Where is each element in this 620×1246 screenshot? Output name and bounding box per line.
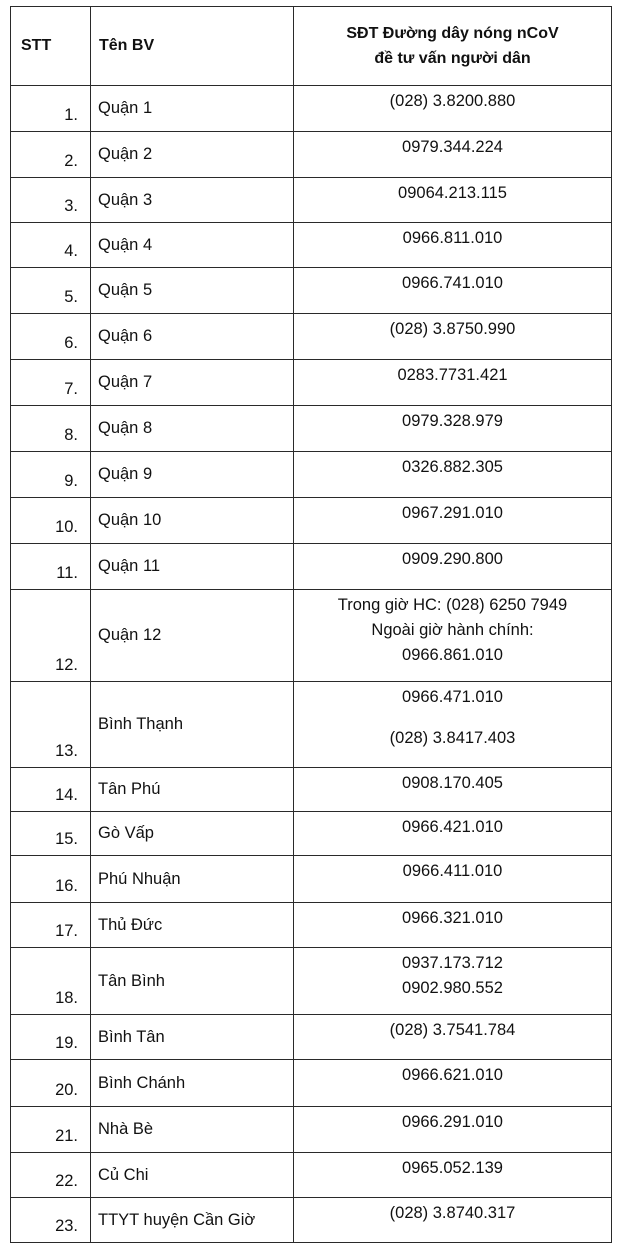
hotline-number: (028) 3.7541.784 (389, 1021, 516, 1039)
table-row (11, 1107, 612, 1153)
table-row (11, 132, 612, 178)
row-hotline (294, 268, 612, 314)
table-body (11, 86, 612, 1243)
hotline-number: 0966.861.010 (402, 646, 503, 664)
table-row (11, 314, 612, 360)
row-hotline (294, 856, 612, 903)
hotline-number: 0979.344.224 (402, 138, 503, 156)
row-hospital-name: Quận 9 (91, 452, 294, 498)
row-stt: 9. (11, 452, 91, 498)
row-stt: 14. (11, 768, 91, 812)
row-hospital-name: Quận 2 (91, 132, 294, 178)
row-stt: 18. (11, 948, 91, 1015)
hotline-number: 0283.7731.421 (397, 366, 508, 384)
table-row (11, 812, 612, 856)
header-stt: STT (11, 7, 91, 86)
row-hospital-name: Quận 5 (91, 268, 294, 314)
row-stt: 22. (11, 1153, 91, 1198)
table-row (11, 856, 612, 903)
row-hotline (294, 590, 612, 682)
hotline-number: 0937.173.712 (402, 954, 503, 972)
row-stt: 5. (11, 268, 91, 314)
row-hospital-name: Tân Bình (91, 948, 294, 1015)
table-row (11, 1015, 612, 1060)
row-stt: 4. (11, 223, 91, 268)
hotline-number: 0967.291.010 (402, 504, 503, 522)
row-hospital-name: Củ Chi (91, 1153, 294, 1198)
row-hospital-name: Quận 11 (91, 544, 294, 590)
row-hotline (294, 406, 612, 452)
row-hospital-name: Quận 1 (91, 86, 294, 132)
table-row (11, 682, 612, 768)
table-row (11, 223, 612, 268)
row-hotline (294, 1060, 612, 1107)
hotline-number: (028) 3.8740.317 (389, 1204, 516, 1222)
row-hospital-name: Tân Phú (91, 768, 294, 812)
row-hospital-name: Quận 3 (91, 178, 294, 223)
hotline-number: 0966.411.010 (402, 862, 503, 880)
row-hotline (294, 1015, 612, 1060)
row-hospital-name: Gò Vấp (91, 812, 294, 856)
table-row (11, 406, 612, 452)
row-hospital-name: Nhà Bè (91, 1107, 294, 1153)
row-stt: 15. (11, 812, 91, 856)
row-stt: 13. (11, 682, 91, 768)
hotline-number: 0326.882.305 (402, 458, 503, 476)
hotline-number: 0966.291.010 (402, 1113, 503, 1131)
row-hospital-name: Phú Nhuận (91, 856, 294, 903)
table-row (11, 544, 612, 590)
row-hotline (294, 1153, 612, 1198)
hotline-number: 0966.421.010 (402, 818, 503, 836)
hotline-number: 0966.471.010 (402, 688, 503, 706)
row-hotline (294, 132, 612, 178)
row-hotline (294, 314, 612, 360)
row-stt: 10. (11, 498, 91, 544)
row-stt: 3. (11, 178, 91, 223)
row-hotline (294, 544, 612, 590)
row-hotline (294, 452, 612, 498)
hotline-number: 0966.321.010 (402, 909, 503, 927)
table-row (11, 1198, 612, 1243)
hotline-number: Trong giờ HC: (028) 6250 7949 (337, 596, 568, 614)
row-hotline (294, 948, 612, 1015)
table-row (11, 1153, 612, 1198)
row-hospital-name: Thủ Đức (91, 903, 294, 948)
table-row (11, 86, 612, 132)
table-row (11, 498, 612, 544)
hotline-number: 0965.052.139 (402, 1159, 503, 1177)
table-header-row (11, 7, 612, 86)
row-hospital-name: Quận 6 (91, 314, 294, 360)
hotline-number: 09064.213.115 (398, 184, 507, 202)
row-hotline (294, 86, 612, 132)
hotline-number: 0902.980.552 (402, 979, 503, 997)
header-hospital-name: Tên BV (91, 7, 294, 86)
row-hotline (294, 360, 612, 406)
header-hotline (294, 7, 612, 86)
row-hotline (294, 223, 612, 268)
hotline-number: 0966.741.010 (402, 274, 503, 292)
hotline-number: 0966.811.010 (402, 229, 503, 247)
row-stt: 1. (11, 86, 91, 132)
row-stt: 2. (11, 132, 91, 178)
row-stt: 16. (11, 856, 91, 903)
row-hospital-name: Quận 8 (91, 406, 294, 452)
row-hotline (294, 682, 612, 768)
row-stt: 23. (11, 1198, 91, 1243)
hotline-number: Ngoài giờ hành chính: (371, 621, 534, 639)
table-row (11, 590, 612, 682)
hotline-table-container (10, 6, 612, 1243)
row-stt: 21. (11, 1107, 91, 1153)
row-hospital-name: Quận 10 (91, 498, 294, 544)
row-stt: 6. (11, 314, 91, 360)
row-hospital-name: TTYT huyện Cần Giờ (91, 1198, 294, 1243)
row-hospital-name: Bình Tân (91, 1015, 294, 1060)
table-row (11, 1060, 612, 1107)
hotline-number: 0966.621.010 (402, 1066, 503, 1084)
row-stt: 19. (11, 1015, 91, 1060)
row-hotline (294, 178, 612, 223)
row-hospital-name: Quận 12 (91, 590, 294, 682)
hotline-table (10, 6, 612, 1243)
table-row (11, 360, 612, 406)
row-stt: 8. (11, 406, 91, 452)
table-row (11, 178, 612, 223)
hotline-number: 0908.170.405 (402, 774, 503, 792)
row-hotline (294, 812, 612, 856)
row-stt: 17. (11, 903, 91, 948)
hotline-number: 0909.290.800 (402, 550, 503, 568)
row-hotline (294, 498, 612, 544)
row-hotline (294, 768, 612, 812)
row-hotline (294, 903, 612, 948)
row-hospital-name: Bình Chánh (91, 1060, 294, 1107)
row-stt: 12. (11, 590, 91, 682)
row-stt: 20. (11, 1060, 91, 1107)
row-stt: 7. (11, 360, 91, 406)
table-row (11, 903, 612, 948)
row-hotline (294, 1198, 612, 1243)
table-row (11, 768, 612, 812)
table-row (11, 268, 612, 314)
row-stt: 11. (11, 544, 91, 590)
row-hospital-name: Bình Thạnh (91, 682, 294, 768)
row-hospital-name: Quận 4 (91, 223, 294, 268)
hotline-number: (028) 3.8417.403 (389, 729, 516, 747)
table-row (11, 948, 612, 1015)
header-hotline-line1: SĐT Đường dây nóng nCoV (346, 25, 559, 42)
row-hotline (294, 1107, 612, 1153)
hotline-number: 0979.328.979 (402, 412, 503, 430)
row-hospital-name: Quận 7 (91, 360, 294, 406)
hotline-number: (028) 3.8200.880 (389, 92, 516, 110)
table-row (11, 452, 612, 498)
header-hotline-line2: đề tư vấn người dân (374, 50, 531, 67)
hotline-number: (028) 3.8750.990 (389, 320, 516, 338)
